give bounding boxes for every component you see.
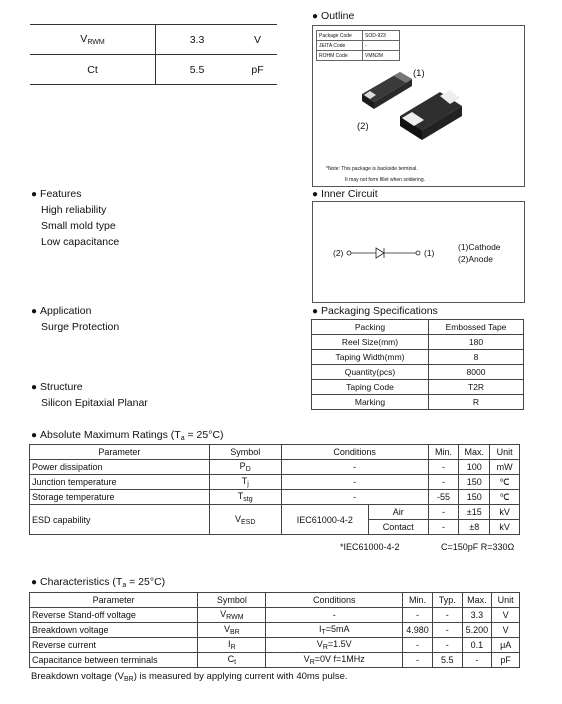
header-parameter: Parameter [30, 593, 198, 608]
table-row [30, 505, 520, 520]
outline-title: ● Outline [312, 10, 354, 22]
summary-row [30, 25, 277, 55]
outline-info-key: JEITA Code [317, 41, 363, 51]
symbol-text: V [223, 624, 230, 634]
header-unit: Unit [492, 593, 520, 608]
row-unit: ℃ [490, 475, 520, 490]
table-row [30, 638, 520, 653]
row-min: -55 [428, 490, 459, 505]
esd-air-label: Air [368, 505, 428, 520]
esd-contact-min: - [428, 520, 459, 535]
symbol-sub: stg [243, 496, 253, 503]
header-min: Min. [428, 445, 459, 460]
packaging-title: ● Packaging Specifications [312, 305, 438, 317]
symbol-text: V [220, 609, 227, 619]
header-parameter: Parameter [30, 445, 210, 460]
outline-note-1: *Note: This package is backside terminal. [326, 166, 418, 172]
application-item: Surge Protection [41, 321, 120, 333]
characteristics-title-end: = 25°C) [126, 576, 166, 588]
characteristics-title-sub: a [122, 582, 127, 589]
row-symbol [209, 460, 281, 475]
row-max: 5.200 [462, 623, 492, 638]
features-title: ● Features [31, 188, 81, 200]
row-conditions: - [281, 475, 428, 490]
summary-param [30, 25, 156, 55]
conditions-end: =5mA [325, 624, 350, 634]
symbol-text: C [227, 654, 235, 664]
row-conditions [266, 623, 403, 638]
symbol-sub: BR [229, 629, 240, 636]
esd-air-min: - [428, 505, 459, 520]
table-row [30, 608, 520, 623]
row-min: - [428, 460, 459, 475]
row-max: 100 [459, 460, 490, 475]
table-header-row [30, 593, 520, 608]
summary-param-text: V [80, 33, 88, 45]
conditions-end: =1.5V [327, 639, 352, 649]
row-typ: - [432, 608, 462, 623]
row-max: 3.3 [462, 608, 492, 623]
row-conditions [266, 638, 403, 653]
header-typ: Typ. [432, 593, 462, 608]
symbol-sub: t [234, 659, 237, 666]
outline-info-key: ROHM Code [317, 51, 363, 61]
row-symbol [209, 490, 281, 505]
header-max: Max. [462, 593, 492, 608]
table-row [312, 365, 524, 380]
conditions-text: V [316, 639, 323, 649]
packaging-value: T2R [429, 380, 524, 395]
outline-note-2: It may not form fillet when soldering. [345, 177, 426, 183]
row-unit: V [492, 623, 520, 638]
row-symbol [198, 653, 266, 668]
conditions-sub: R [322, 644, 328, 651]
summary-value: 5.5 [156, 55, 239, 85]
row-unit: mW [490, 460, 520, 475]
row-symbol [198, 623, 266, 638]
conditions-text: I [318, 624, 322, 634]
header-conditions: Conditions [266, 593, 403, 608]
packaging-value: R [429, 395, 524, 410]
characteristics-table [29, 592, 520, 668]
characteristics-footnote [31, 671, 348, 683]
esd-conditions: IEC61000-4-2 [281, 505, 368, 535]
esd-parameter: ESD capability [30, 505, 210, 535]
packaging-key: Taping Code [312, 380, 429, 395]
conditions-text: - [332, 610, 336, 620]
esd-air-max: ±15 [459, 505, 490, 520]
packaging-key: Reel Size(mm) [312, 335, 429, 350]
summary-unit: pF [238, 55, 277, 85]
footnote-end: ) is measured by applying current with 40ms pulse. [133, 671, 348, 682]
abs-max-table [29, 444, 520, 535]
footnote-sub: BR [123, 676, 134, 683]
symbol-text: T [241, 476, 248, 486]
symbol-text: T [237, 491, 244, 501]
esd-air-unit: kV [490, 505, 520, 520]
symbol-text: P [239, 461, 246, 471]
table-row [312, 395, 524, 410]
table-row [30, 475, 520, 490]
structure-item: Silicon Epitaxial Planar [41, 397, 148, 409]
characteristics-title-text: Characteristics (T [40, 576, 123, 588]
circuit-left-label: (2) [333, 248, 344, 258]
row-min: - [403, 638, 433, 653]
row-parameter: Capacitance between terminals [30, 653, 198, 668]
package-drawing [350, 62, 470, 152]
packaging-value: Embossed Tape [429, 320, 524, 335]
packaging-key: Taping Width(mm) [312, 350, 429, 365]
feature-item: Low capacitance [41, 236, 120, 248]
header-symbol: Symbol [209, 445, 281, 460]
circuit-legend-anode: (2)Anode [458, 254, 493, 264]
table-row [312, 350, 524, 365]
symbol-sub: RWM [226, 614, 244, 621]
row-typ: - [432, 638, 462, 653]
packaging-key: Packing [312, 320, 429, 335]
feature-item: Small mold type [41, 220, 116, 232]
symbol-text: I [228, 639, 231, 649]
symbol-sub: R [230, 644, 236, 651]
table-row [312, 380, 524, 395]
outline-info-table [316, 30, 400, 61]
outline-label-1: (1) [413, 68, 425, 79]
outline-info-key: Package Code [317, 31, 363, 41]
symbol-text: V [235, 513, 242, 524]
symbol-sub: j [247, 481, 249, 488]
conditions-sub: T [321, 629, 326, 636]
abs-max-title-sub: a [180, 435, 185, 442]
row-min: - [403, 653, 433, 668]
packaging-table [311, 319, 524, 410]
row-unit: ℃ [490, 490, 520, 505]
row-unit: μA [492, 638, 520, 653]
table-row [312, 335, 524, 350]
package-bottom-view [400, 90, 462, 140]
row-conditions [266, 653, 403, 668]
row-min: 4.980 [403, 623, 433, 638]
row-conditions [266, 608, 403, 623]
table-row [312, 320, 524, 335]
header-conditions: Conditions [281, 445, 428, 460]
structure-title: ● Structure [31, 381, 83, 393]
row-min: - [428, 475, 459, 490]
row-symbol [198, 638, 266, 653]
summary-row [30, 55, 277, 85]
conditions-text: V [303, 654, 310, 664]
table-row [30, 460, 520, 475]
row-parameter: Storage temperature [30, 490, 210, 505]
package-top-view [362, 72, 412, 109]
abs-max-title [31, 429, 224, 442]
header-min: Min. [403, 593, 433, 608]
row-typ: 5.5 [432, 653, 462, 668]
row-parameter: Reverse current [30, 638, 198, 653]
esd-symbol [209, 505, 281, 535]
conditions-sub: R [309, 659, 315, 666]
table-row [30, 623, 520, 638]
symbol-sub: ESD [241, 518, 256, 526]
summary-param [30, 55, 156, 85]
characteristics-title [31, 576, 165, 589]
table-header-row [30, 445, 520, 460]
row-typ: - [432, 623, 462, 638]
circuit-legend-cathode: (1)Cathode [458, 242, 501, 252]
row-max: 150 [459, 490, 490, 505]
esd-contact-label: Contact [368, 520, 428, 535]
row-symbol [198, 608, 266, 623]
row-conditions: - [281, 490, 428, 505]
summary-param-sub: RWM [87, 39, 105, 46]
summary-param-text: Ct [87, 63, 98, 76]
outline-info-value: - [363, 41, 400, 51]
esd-contact-unit: kV [490, 520, 520, 535]
inner-circuit-title: ● Inner Circuit [312, 188, 378, 200]
conditions-end: =0V f=1MHz [314, 654, 365, 664]
packaging-value: 8 [429, 350, 524, 365]
packaging-key: Marking [312, 395, 429, 410]
table-row [30, 653, 520, 668]
symbol-sub: D [245, 466, 251, 473]
abs-max-title-text: Absolute Maximum Ratings (T [40, 429, 181, 441]
row-parameter: Power dissipation [30, 460, 210, 475]
row-conditions: - [281, 460, 428, 475]
packaging-value: 180 [429, 335, 524, 350]
packaging-key: Quantity(pcs) [312, 365, 429, 380]
abs-footnote-left: *IEC61000-4-2 [340, 542, 400, 552]
row-unit: pF [492, 653, 520, 668]
header-max: Max. [459, 445, 490, 460]
outline-info-value: VMN2M [363, 51, 400, 61]
row-max: 0.1 [462, 638, 492, 653]
row-min: - [403, 608, 433, 623]
summary-table [30, 24, 277, 85]
footnote-text: Breakdown voltage (V [31, 671, 124, 682]
row-parameter: Reverse Stand-off voltage [30, 608, 198, 623]
outline-info-value: SOD-923 [363, 31, 400, 41]
row-unit: V [492, 608, 520, 623]
circuit-right-label: (1) [424, 248, 435, 258]
esd-contact-max: ±8 [459, 520, 490, 535]
diode-symbol [346, 246, 422, 260]
packaging-value: 8000 [429, 365, 524, 380]
row-symbol [209, 475, 281, 490]
feature-item: High reliability [41, 204, 107, 216]
summary-unit: V [238, 25, 277, 55]
header-symbol: Symbol [198, 593, 266, 608]
outline-label-2: (2) [357, 121, 369, 132]
row-parameter: Breakdown voltage [30, 623, 198, 638]
row-max: 150 [459, 475, 490, 490]
application-title: ● Application [31, 305, 91, 317]
row-parameter: Junction temperature [30, 475, 210, 490]
abs-max-title-end: = 25°C) [184, 429, 224, 441]
table-row [30, 490, 520, 505]
summary-value: 3.3 [156, 25, 239, 55]
row-max: - [462, 653, 492, 668]
abs-footnote-right: C=150pF R=330Ω [441, 542, 515, 552]
header-unit: Unit [490, 445, 520, 460]
